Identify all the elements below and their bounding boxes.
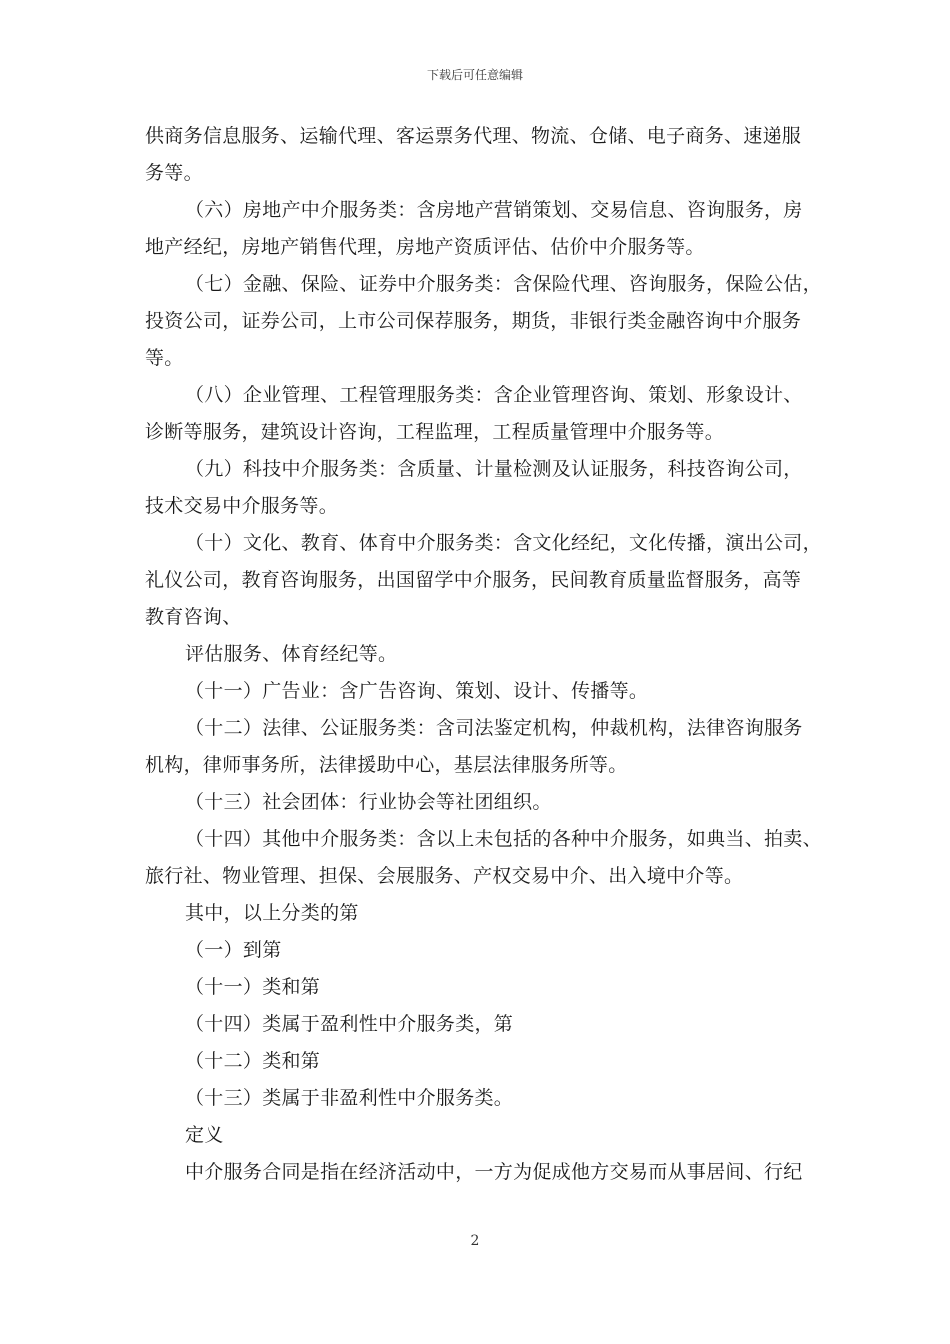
text-line: 等。: [145, 347, 184, 369]
text-line: （七）金融、保险、证券中介服务类：含保险代理、咨询服务，保险公估，: [185, 273, 822, 295]
page-number: 2: [470, 1233, 480, 1249]
text-line: 礼仪公司，教育咨询服务，出国留学中介服务，民间教育质量监督服务，高等: [145, 569, 802, 591]
document-body: [145, 118, 825, 1191]
text-line: 地产经纪，房地产销售代理，房地产资质评估、估价中介服务等。: [145, 236, 705, 258]
text-line: （十四）其他中介服务类：含以上未包括的各种中介服务，如典当、拍卖、: [185, 828, 822, 850]
text-line: 机构，律师事务所，法律援助中心，基层法律服务所等。: [145, 754, 628, 776]
text-line: （八）企业管理、工程管理服务类：含企业管理咨询、策划、形象设计、: [185, 384, 803, 406]
text-line: 旅行社、物业管理、担保、会展服务、产权交易中介、出入境中介等。: [145, 865, 744, 887]
text-line: （九）科技中介服务类：含质量、计量检测及认证服务，科技咨询公司，: [185, 458, 803, 480]
text-line: （十）文化、教育、体育中介服务类：含文化经纪，文化传播，演出公司，: [185, 532, 822, 554]
text-line: 投资公司，证券公司，上市公司保荐服务，期货，非银行类金融咨询中介服务: [145, 310, 802, 332]
text-line: 定义: [185, 1124, 224, 1146]
text-line: （十四）类属于盈利性中介服务类，第: [185, 1013, 514, 1035]
text-line: 教育咨询、: [145, 606, 242, 628]
text-line: 务等。: [145, 162, 203, 184]
page-header-note: 下载后可任意编辑: [426, 68, 523, 82]
text-line: 评估服务、体育经纪等。: [185, 643, 398, 665]
text-line: （十二）类和第: [185, 1050, 321, 1072]
text-line: （六）房地产中介服务类：含房地产营销策划、交易信息、咨询服务，房: [185, 199, 803, 221]
text-line: 供商务信息服务、运输代理、客运票务代理、物流、仓储、电子商务、速递服: [145, 125, 802, 147]
text-line: （一）到第: [185, 939, 282, 961]
text-line: 技术交易中介服务等。: [145, 495, 339, 517]
text-line: （十三）类属于非盈利性中介服务类。: [185, 1087, 514, 1109]
text-line: （十二）法律、公证服务类：含司法鉴定机构，仲裁机构，法律咨询服务: [185, 717, 803, 739]
text-line: （十一）广告业：含广告咨询、策划、设计、传播等。: [185, 680, 649, 702]
text-line: （十三）社会团体：行业协会等社团组织。: [185, 791, 552, 813]
text-line: 中介服务合同是指在经济活动中，一方为促成他方交易而从事居间、行纪: [185, 1161, 803, 1183]
text-line: 诊断等服务，建筑设计咨询，工程监理，工程质量管理中介服务等。: [145, 421, 725, 443]
text-line: （十一）类和第: [185, 976, 321, 998]
text-line: 其中，以上分类的第: [185, 902, 359, 924]
